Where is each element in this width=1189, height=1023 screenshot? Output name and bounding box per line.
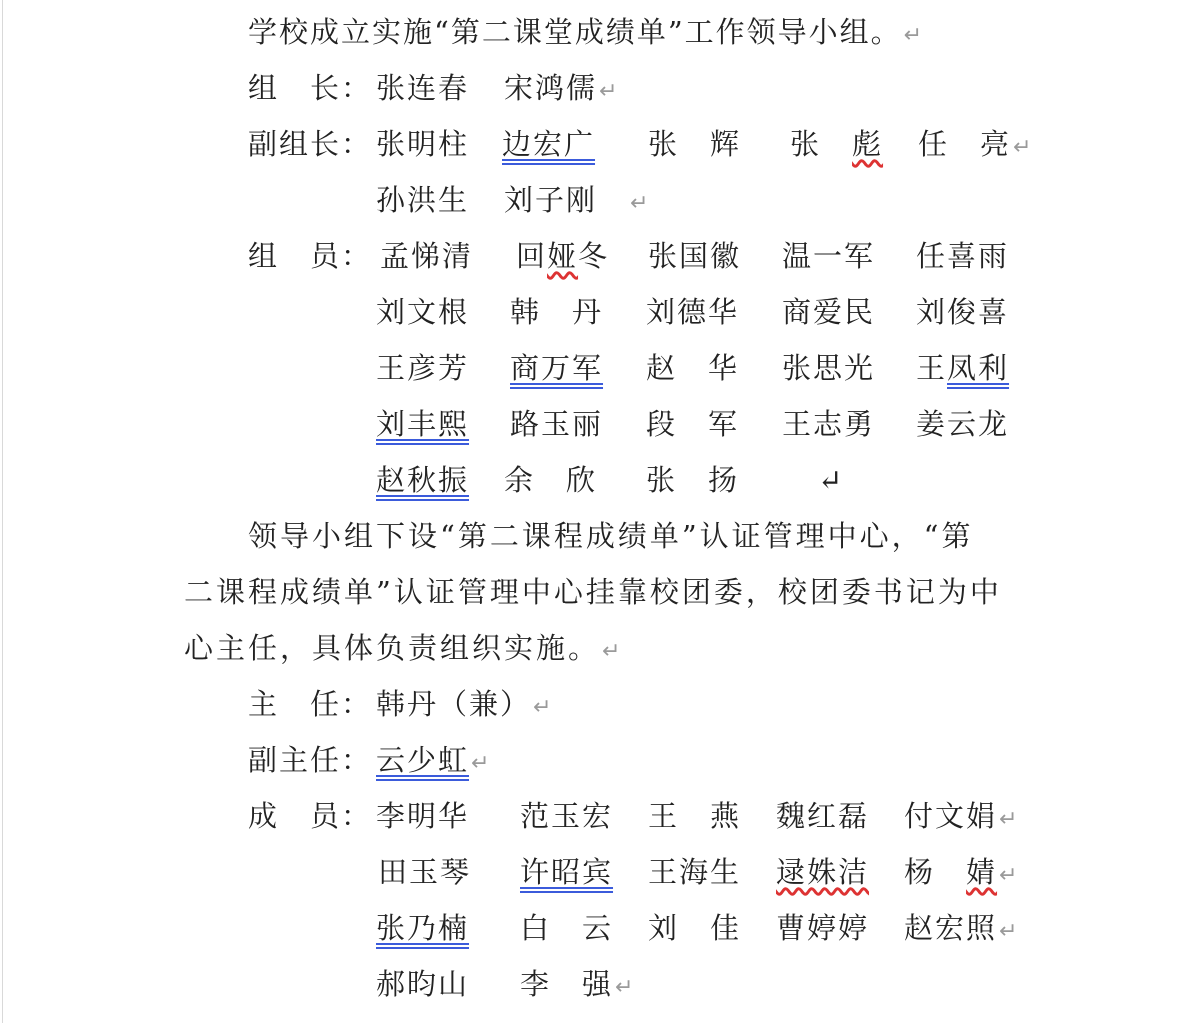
members-label: 组 员： [248, 239, 373, 273]
member-name: 韩 丹 [510, 295, 604, 329]
paragraph-mark-icon: ↵ [1013, 135, 1032, 160]
member-name: 张思光 [782, 351, 876, 385]
deputy-leader-name: 边宏广 [502, 127, 596, 161]
members-line-5 [248, 460, 1148, 500]
member-name: 余 欣 [504, 463, 598, 497]
staff-name: 付文娟↵ [904, 799, 1018, 833]
staff-label: 成 员： [248, 799, 373, 833]
deputy-leader-name: 刘子刚 ↵ [504, 183, 649, 217]
staff-name: 田玉琴 [378, 855, 472, 889]
member-name: 孟悌清 [380, 239, 474, 273]
director-name: 韩丹（兼）↵ [376, 687, 552, 721]
deputy-leaders-line [248, 124, 1148, 164]
staff-line-2 [248, 852, 1148, 892]
paragraph-mark-icon: ↵ [818, 463, 845, 497]
member-name: 刘德华 [646, 295, 740, 329]
staff-line-3 [248, 908, 1148, 948]
member-name: 刘文根 [376, 295, 470, 329]
staff-name: 刘 佳 [648, 911, 742, 945]
member-name: 商万军 [510, 351, 604, 385]
staff-name: 王海生 [648, 855, 742, 889]
member-name: 王凤利 [916, 351, 1010, 385]
staff-name: 曹婷婷 [776, 911, 870, 945]
intro-text: 学校成立实施“第二课堂成绩单”工作领导小组。 [248, 15, 902, 49]
staff-name: 张乃楠 [376, 911, 470, 945]
paragraph-mark-icon: ↵ [602, 639, 621, 664]
deputy-leader-name: 张 辉 [648, 127, 742, 161]
deputy-leader-name: 张 彪 [790, 127, 884, 161]
members-line-2 [248, 292, 1148, 332]
member-name: 王彦芳 [376, 351, 470, 385]
deputy-director-label: 副主任： [248, 743, 373, 777]
staff-name: 逯姝洁 [776, 855, 870, 889]
members-line [248, 236, 1148, 276]
deputy-leader-name: 张明柱 [376, 127, 470, 161]
member-name: 王志勇 [782, 407, 876, 441]
staff-name: 魏红磊 [776, 799, 870, 833]
staff-name: 杨 婧↵ [904, 855, 1018, 889]
paragraph-mark-icon: ↵ [630, 191, 649, 216]
member-name: 商爱民 [782, 295, 876, 329]
member-name: 段 军 [646, 407, 740, 441]
staff-name: 王 燕 [648, 799, 742, 833]
paragraph-mark-icon: ↵ [533, 695, 552, 720]
deputy-leader-name: 孙洪生 [376, 183, 470, 217]
center-paragraph-line-1: 领导小组下设“第二课程成绩单”认证管理中心，“第 [248, 519, 974, 553]
members-line-4 [248, 404, 1148, 444]
deputy-leaders-line-2 [248, 180, 1148, 220]
member-name: 张国徽 [648, 239, 742, 273]
staff-name: 范玉宏 [520, 799, 614, 833]
staff-line [248, 796, 1148, 836]
paragraph-mark-icon: ↵ [615, 975, 634, 1000]
deputy-director-line [248, 740, 1148, 780]
staff-name: 郝昀山 [376, 967, 470, 1001]
staff-name: 白 云 [520, 911, 614, 945]
paragraph-mark-icon: ↵ [999, 807, 1018, 832]
paragraph-mark-icon: ↵ [999, 863, 1018, 888]
paragraph-mark-icon: ↵ [999, 919, 1018, 944]
deputy-leaders-label: 副组长： [248, 127, 373, 161]
member-name: 温一军 [782, 239, 876, 273]
staff-name: 赵宏照↵ [904, 911, 1018, 945]
staff-name: 李 强↵ [520, 967, 634, 1001]
member-name: 赵秋振 [376, 463, 470, 497]
leader-name: 宋鸿儒↵ [504, 71, 618, 105]
member-name: 刘丰熙 [376, 407, 470, 441]
staff-name: 李明华 [376, 799, 470, 833]
member-name: 赵 华 [646, 351, 740, 385]
deputy-director-name: 云少虹↵ [376, 743, 490, 777]
member-name: 路玉丽 [510, 407, 604, 441]
member-name: 姜云龙 [916, 407, 1010, 441]
paragraph-mark-icon: ↵ [471, 751, 490, 776]
member-name: 任喜雨 [916, 239, 1010, 273]
intro-line [248, 12, 922, 56]
director-line [248, 684, 1148, 724]
leader-name: 张连春 [376, 71, 470, 105]
staff-line-4 [248, 964, 1148, 1004]
deputy-leader-name: 任 亮↵ [918, 127, 1032, 161]
members-line-3 [248, 348, 1148, 388]
member-name: 刘俊喜 [916, 295, 1010, 329]
center-paragraph-line-3: 心主任，具体负责组织实施。↵ [184, 631, 621, 665]
member-name: 张 扬 [646, 463, 740, 497]
leaders-line [248, 68, 1148, 108]
center-paragraph-line-2: 二课程成绩单”认证管理中心挂靠校团委，校团委书记为中 [184, 575, 1002, 609]
staff-name: 许昭宾 [520, 855, 614, 889]
member-name: 回娅冬 [516, 239, 610, 273]
paragraph-mark-icon: ↵ [599, 79, 618, 104]
paragraph-mark-icon: ↵ [903, 23, 923, 48]
leaders-label: 组 长： [248, 71, 373, 105]
page-edge [2, 0, 3, 1023]
director-label: 主 任： [248, 687, 373, 721]
